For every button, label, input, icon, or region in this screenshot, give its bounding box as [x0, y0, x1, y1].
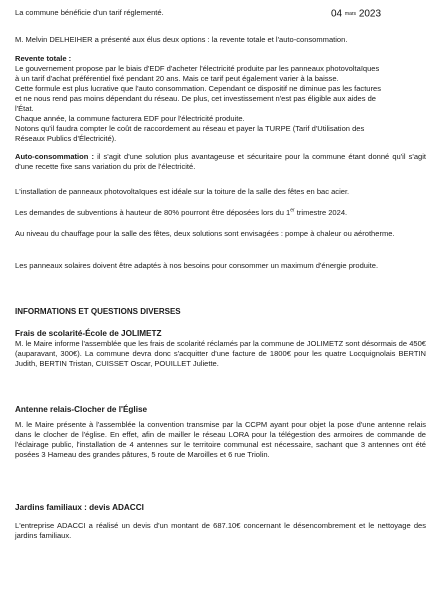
revente-line: et ne nous rend pas moins dépendant du réseau. De plus, cet investissement n'est pas éligible aux aides de [15, 94, 376, 103]
installation-line: L'installation de panneaux photovoltaïques est idéale sur la toiture de la salle des fêtes en bac acier. [15, 187, 350, 196]
antenne-section [15, 405, 426, 460]
revente-line: Réseaux Publics d'Électricité). [15, 134, 117, 143]
scolarite-text: M. le Maire informe l'assemblée que les frais de scolarité réclamés par la commune de JOLIMETZ sont désormais de 450€ (auparavant, 300€). La commune devra donc s'acquitter d'une facture de 1800€ pour les quatre Locquignolais BERTIN Judith, BERTIN Tristan, CUISSET Oscar, POUILLET Juliette. [15, 339, 426, 368]
subventions-line [15, 208, 426, 218]
revente-line: Le gouvernement propose par le biais d'EDF d'acheter l'électricité produite par les panneaux photovoltaïques [15, 64, 380, 73]
chauffage-paragraph: Au niveau du chauffage pour la salle des fêtes, deux solutions sont envisagées : pompe à chaleur ou aérotherme. [15, 229, 395, 238]
stamp-month: mars [344, 11, 357, 17]
stamp-year: 2023 [358, 8, 382, 20]
antenne-text: M. le Maire présente à l'assemblée la convention transmise par la CCPM ayant pour objet la pose d'une antenne relais dans le clocher de l'église. En effet, afin de mailler le réseau LORA pour la télégestion des armoires de commande de l'éclairage public, l'installation de 4 antennes sur le territoire communal est nécessaire, sachant que 3 antennes ont été posées 3 Hameau des grandes pâtures, 5 route de Maroilles et 6 rue Triolin. [15, 420, 426, 459]
revente-line: Notons qu'il faudra compter le coût de raccordement au réseau et payer la TURPE (Tarif d'Utilisation des [15, 124, 365, 133]
auto-text: il s'agit d'une solution plus avantageuse et sécuritaire pour la commune étant donné qu'il s'agit d'une recette fixe sans variation du prix de l'électricité. [15, 152, 426, 171]
scolarite-section [15, 329, 426, 369]
revente-line: Chaque année, la commune facturera EDF pour l'électricité produite. [15, 114, 245, 123]
auto-title: Auto-consommation : [15, 152, 94, 161]
subventions-sup: er [290, 207, 295, 214]
antenne-title: Antenne relais-Clocher de l'Église [15, 405, 148, 414]
subventions-text: Les demandes de subventions à hauteur de 80% pourront être déposées lors du 1 [15, 208, 291, 217]
jardins-title: Jardins familiaux : devis ADACCI [15, 503, 144, 512]
revente-title: Revente totale : [15, 54, 72, 63]
revente-section [15, 54, 426, 144]
subventions-end: trimestre 2024. [294, 208, 348, 217]
revente-line: l'État. [15, 104, 34, 113]
intro-line: La commune bénéficie d'un tarif réglementé. [15, 8, 164, 17]
revente-line: Cette formule est plus lucrative que l'auto consommation. Cependant ce dispositif ne diminue pas les factures [15, 84, 381, 93]
auto-consommation-paragraph [15, 152, 426, 172]
stamp-day: 04 [331, 8, 343, 20]
panneaux-line: Les panneaux solaires doivent être adaptés à nos besoins pour consommer un maximum d'énergie produite. [15, 261, 379, 270]
jardins-section [15, 503, 426, 541]
options-line: M. Melvin DELHEIHER a présenté aux élus deux options : la revente totale et l'auto-consommation. [15, 35, 348, 44]
info-section-title: INFORMATIONS ET QUESTIONS DIVERSES [15, 307, 181, 316]
jardins-text: L'entreprise ADACCI a réalisé un devis d'un montant de 687.10€ concernant le désencombrement et le nettoyage des jardins familiaux. [15, 521, 426, 540]
revente-line: à un tarif d'achat préférentiel fixé pendant 20 ans. Mais ce tarif peut également varier à la baisse. [15, 74, 339, 83]
scolarite-title: Frais de scolarité-École de JOLIMETZ [15, 329, 162, 338]
